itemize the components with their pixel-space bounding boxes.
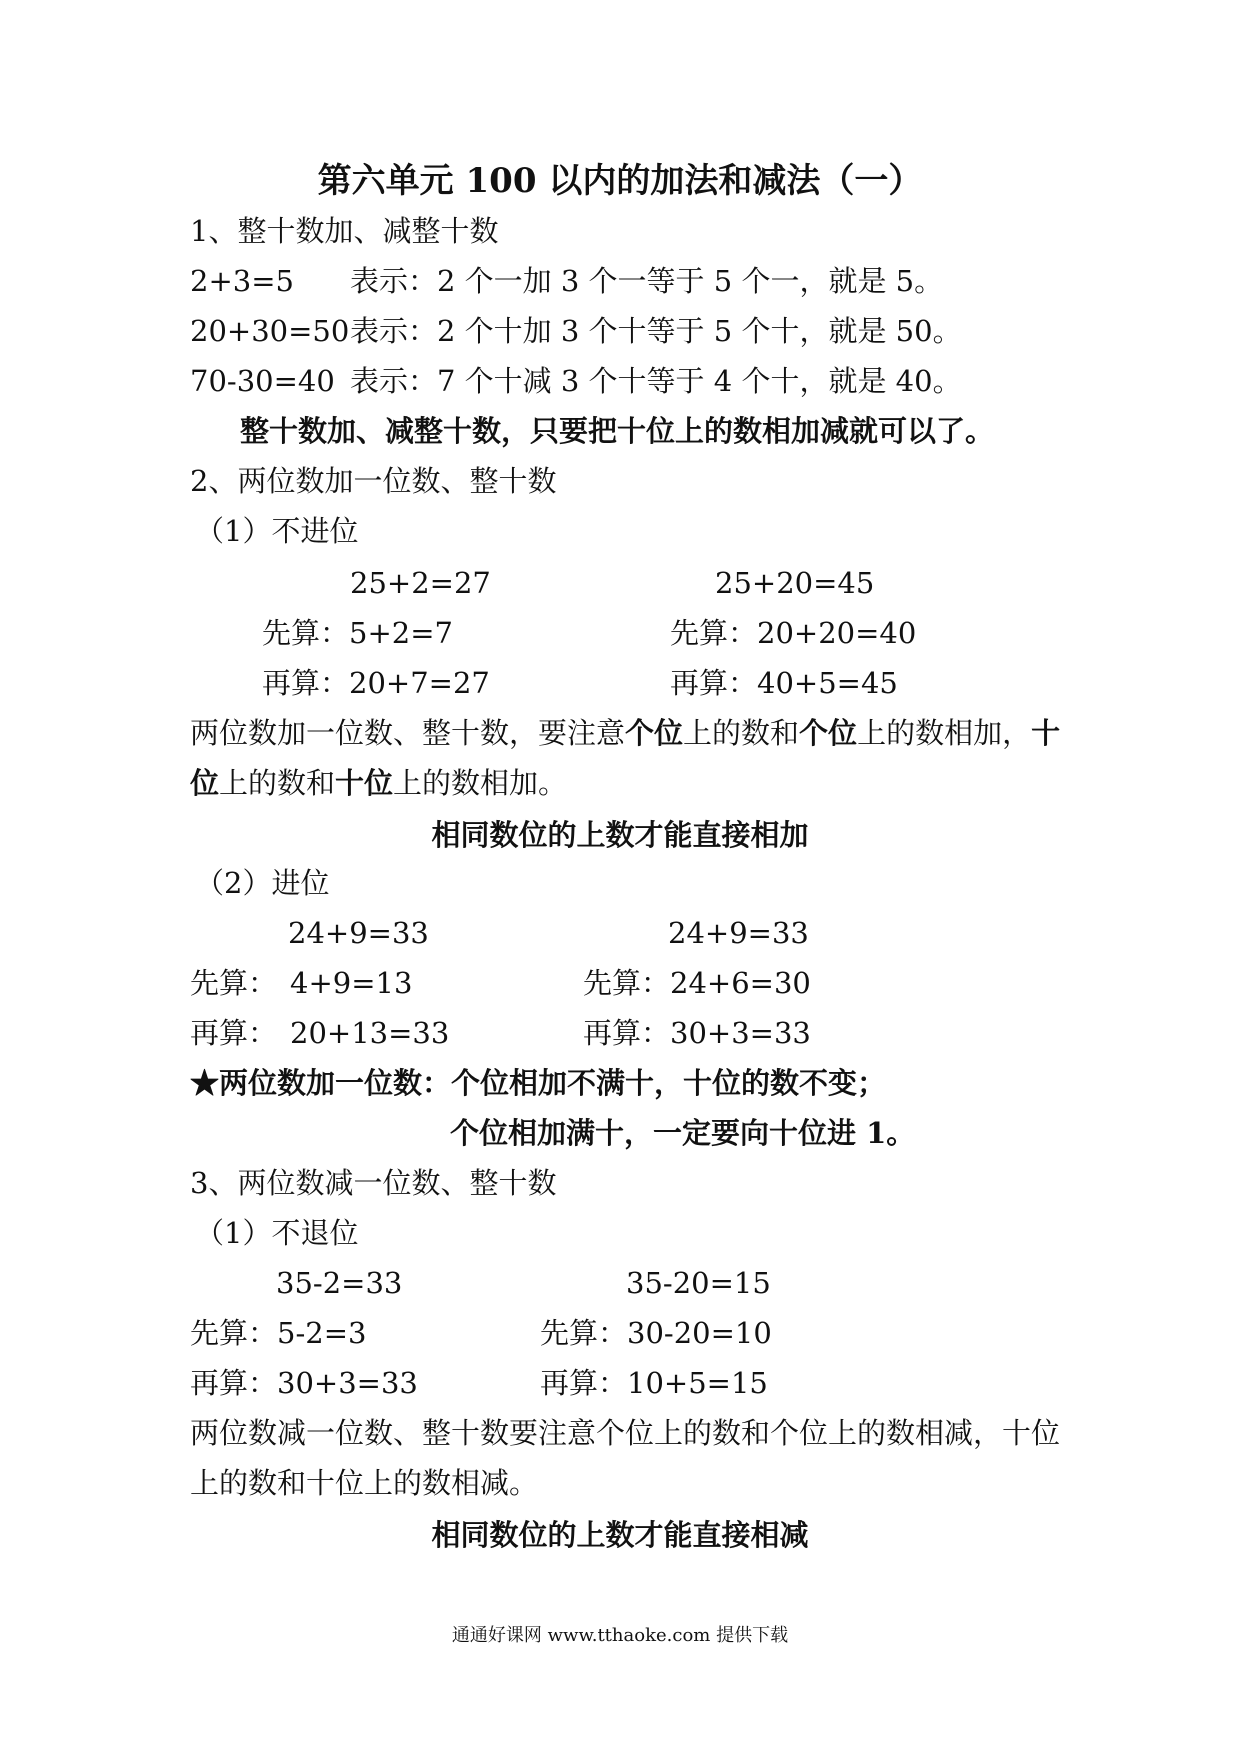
section2-part2-left-first-expr: 4+9=13 — [290, 966, 413, 1000]
section1-desc-1: 表示：2 个一加 3 个一等于 5 个一，就是 5。 — [350, 264, 944, 298]
section1-desc-3: 表示：7 个十减 3 个十等于 4 个十，就是 40。 — [350, 364, 962, 398]
section3-part1-paragraph-line2: 上的数和十位上的数相减。 — [190, 1466, 539, 1500]
section3-part1-paragraph-line1: 两位数减一位数、整十数要注意个位上的数和个位上的数相减，十位 — [190, 1416, 1061, 1450]
section2-part1-left-then: 再算：20+7=27 — [262, 666, 490, 700]
section2-part1-rule: 相同数位的上数才能直接相加 — [431, 818, 809, 852]
section2-part1-right-then: 再算：40+5=45 — [670, 666, 898, 700]
section2-part1-paragraph-line1: 两位数加一位数、整十数，要注意个位上的数和个位上的数相加，十 — [190, 716, 1061, 750]
section1-heading: 1、整十数加、减整十数 — [190, 214, 499, 248]
section2-part2-star-rule-1: ★两位数加一位数：个位相加不满十，十位的数不变； — [190, 1066, 887, 1100]
section1-eq-2: 20+30=50 — [190, 314, 350, 348]
section2-part2-left-then-label: 再算： — [190, 1016, 278, 1050]
section2-part1-right-problem: 25+20=45 — [715, 566, 875, 600]
section2-part2-left-problem: 24+9=33 — [288, 916, 429, 950]
section2-part2-star-rule-2: 个位相加满十，一定要向十位进 1。 — [450, 1116, 916, 1150]
section2-part2-right-first: 先算：24+6=30 — [583, 966, 811, 1000]
section1-eq-1: 2+3=5 — [190, 264, 294, 298]
section1-eq-3: 70-30=40 — [190, 364, 335, 398]
section2-part1-right-first: 先算：20+20=40 — [670, 616, 917, 650]
section3-part1-rule: 相同数位的上数才能直接相减 — [431, 1518, 809, 1552]
section1-rule: 整十数加、减整十数，只要把十位上的数相加减就可以了。 — [240, 414, 995, 448]
footer-credit: 通通好课网 www.tthaoke.com 提供下载 — [451, 1625, 789, 1646]
section2-part2-label: （2）进位 — [195, 866, 330, 900]
section2-part1-paragraph-line2: 位上的数和十位上的数相加。 — [190, 766, 568, 800]
section3-part1-left-problem: 35-2=33 — [276, 1266, 403, 1300]
section3-part1-left-first: 先算：5-2=3 — [190, 1316, 367, 1350]
section2-part2-right-problem: 24+9=33 — [668, 916, 809, 950]
section2-part2-left-first-label: 先算： — [190, 966, 278, 1000]
section3-part1-right-first: 先算：30-20=10 — [540, 1316, 772, 1350]
section3-part1-label: （1）不退位 — [195, 1216, 359, 1250]
page-title: 第六单元 100 以内的加法和减法（一） — [317, 161, 923, 201]
section2-part1-left-problem: 25+2=27 — [350, 566, 491, 600]
section3-part1-right-problem: 35-20=15 — [626, 1266, 771, 1300]
section2-part1-left-first: 先算：5+2=7 — [262, 616, 453, 650]
section2-heading: 2、两位数加一位数、整十数 — [190, 464, 557, 498]
section3-heading: 3、两位数减一位数、整十数 — [190, 1166, 557, 1200]
section1-desc-2: 表示：2 个十加 3 个十等于 5 个十，就是 50。 — [350, 314, 962, 348]
section3-part1-left-then: 再算：30+3=33 — [190, 1366, 418, 1400]
section2-part1-label: （1）不进位 — [195, 514, 359, 548]
section3-part1-right-then: 再算：10+5=15 — [540, 1366, 768, 1400]
section2-part2-right-then: 再算：30+3=33 — [583, 1016, 811, 1050]
section2-part2-left-then-expr: 20+13=33 — [290, 1016, 450, 1050]
